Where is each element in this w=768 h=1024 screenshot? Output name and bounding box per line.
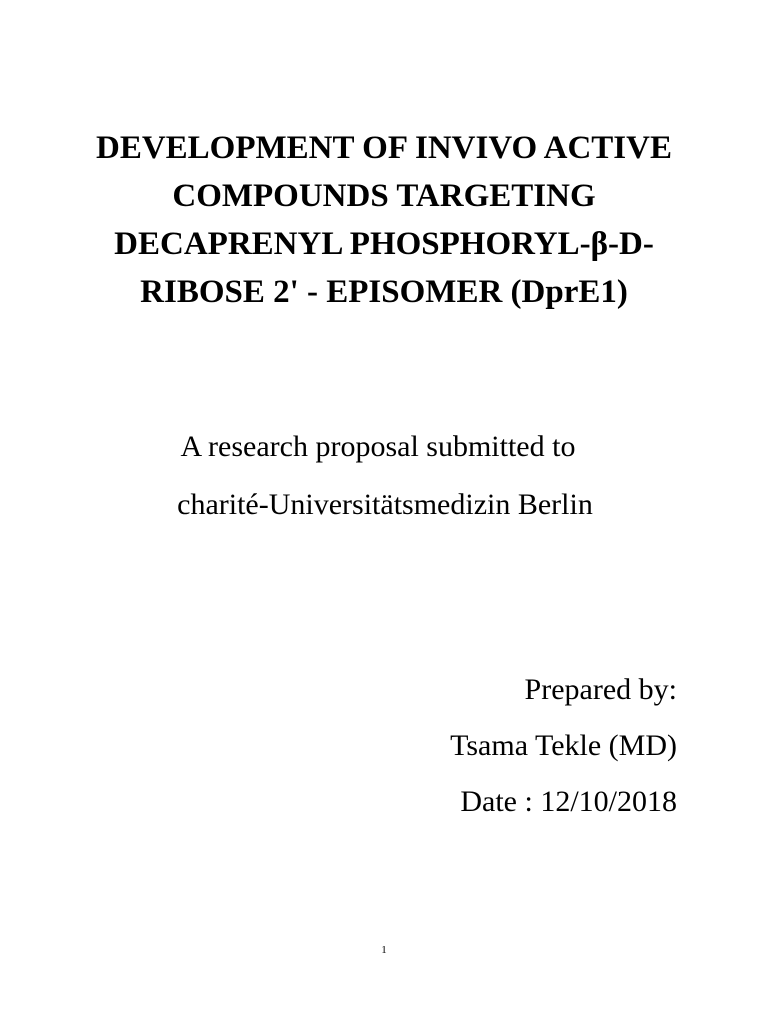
prepared-by-label: Prepared by: (524, 673, 677, 706)
title-line-4: RIBOSE 2' - EPISOMER (DprE1) (140, 274, 628, 310)
author-name: Tsama Tekle (MD) (450, 729, 677, 762)
page-number: 1 (381, 944, 387, 956)
submission-line-1: A research proposal submitted to (180, 430, 576, 463)
title-line-3: DECAPRENYL PHOSPHORYL-β-D- (114, 226, 654, 262)
title-line-1: DEVELOPMENT OF INVIVO ACTIVE (95, 130, 672, 166)
institution-name: charité-Universitätsmedizin Berlin (177, 488, 593, 521)
document-date: Date : 12/10/2018 (460, 785, 677, 818)
document-title (0, 124, 768, 316)
title-line-2: COMPOUNDS TARGETING (172, 178, 596, 214)
author-block (450, 662, 677, 830)
